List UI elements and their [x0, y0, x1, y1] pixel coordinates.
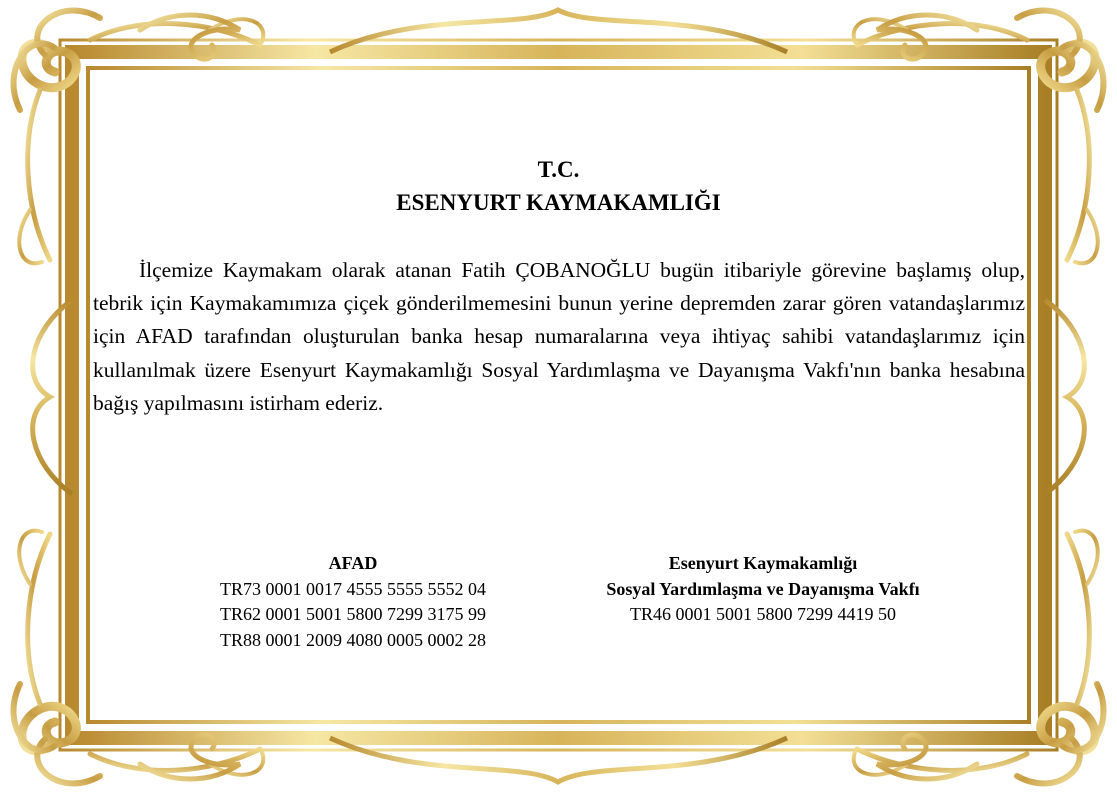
afad-account-block	[153, 551, 553, 653]
vakif-title: Esenyurt Kaymakamlığı	[668, 553, 858, 573]
announcement-paragraph: İlçemize Kaymakam olarak atanan Fatih ÇOBANOĞLU bugün itibariyle görevine başlamış olup, tebrik için Kaymakamımıza çiçek gönderilmemesini bunun yerine depremden zarar gören vatandaşlarımız için AFAD tarafından oluşturulan banka hesap numaralarına veya ihtiyaç sahibi vatandaşlarımız için kullanılmak üzere Esenyurt Kaymakamlığı Sosyal Yardımlaşma ve Dayanışma Vakfı'nın banka hesabına bağış yapılmasını istirham ederiz.	[93, 258, 1025, 415]
afad-iban: TR62 0001 5001 5800 7299 3175 99	[219, 604, 486, 624]
vakif-iban: TR46 0001 5001 5800 7299 4419 50	[629, 604, 896, 624]
header-tc: T.C.	[537, 157, 580, 182]
vakif-subtitle: Sosyal Yardımlaşma ve Dayanışma Vakfı	[606, 578, 920, 599]
vakif-account-block	[553, 551, 973, 628]
afad-iban: TR73 0001 0017 4555 5555 5552 04	[219, 578, 486, 599]
afad-iban: TR88 0001 2009 4080 0005 0002 28	[219, 629, 486, 650]
afad-title: AFAD	[328, 553, 378, 573]
page-title: ESENYURT KAYMAKAMLIĞI	[396, 190, 721, 215]
